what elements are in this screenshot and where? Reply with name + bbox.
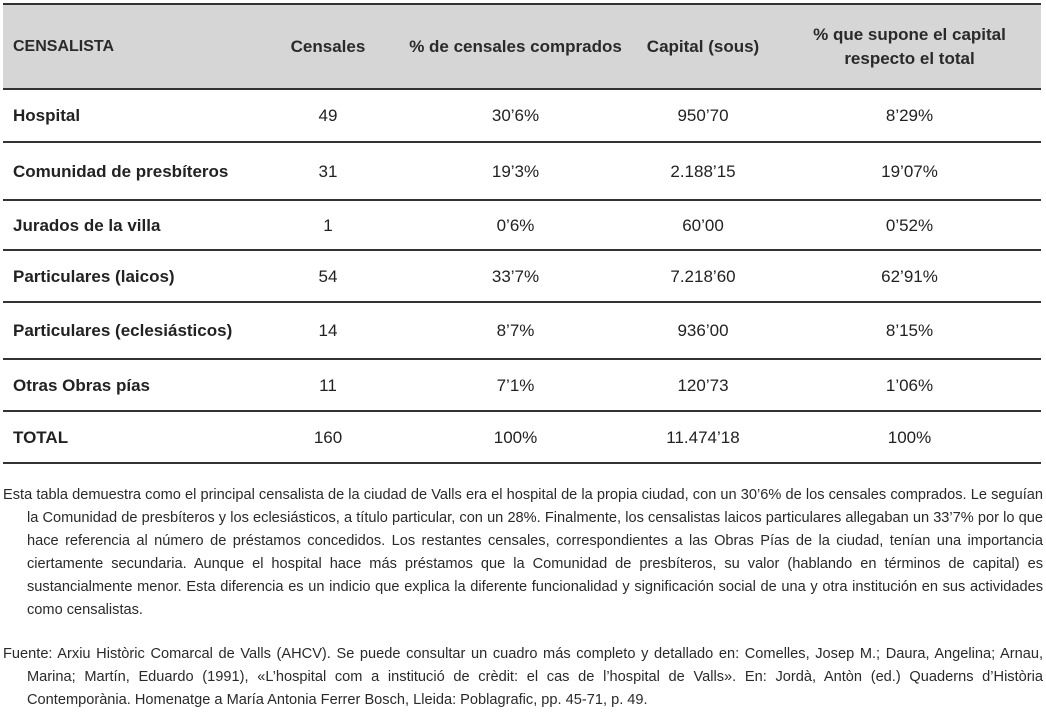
row-label-total: TOTAL — [3, 411, 253, 463]
cell-capital: 2.188’15 — [628, 142, 778, 200]
cell-pct-capital: 0’52% — [778, 200, 1041, 250]
header-censalista: CENSALISTA — [3, 4, 253, 89]
cell-censales: 54 — [253, 250, 403, 302]
cell-censales: 11 — [253, 359, 403, 411]
row-label: Jurados de la villa — [3, 200, 253, 250]
header-capital: Capital (sous) — [628, 4, 778, 89]
cell-capital: 936’00 — [628, 302, 778, 359]
row-label: Comunidad de presbíteros — [3, 142, 253, 200]
table-body — [3, 89, 1041, 463]
table-row — [3, 200, 1041, 250]
cell-capital: 120’73 — [628, 359, 778, 411]
row-label: Hospital — [3, 89, 253, 142]
table-header — [3, 4, 1041, 89]
census-table-container — [3, 3, 1041, 464]
source-text: Fuente: Arxiu Històric Comarcal de Valls (AHCV). Se puede consultar un cuadro más completo y detallado en: Comelles, Josep M.; Daura, Angelina; Arnau, Marina; Martín, Eduardo (1991), «L’hospital com a institució de crèdit: el cas de l’hospital de Valls». En: Jordà, Antòn (ed.) Quaderns d’Història Contemporània. Homenatge a María Antonia Ferrer Bosch, Lleida: Poblagrafic, pp. 45-71, p. 49. — [3, 646, 1043, 708]
cell-pct-censales: 100% — [403, 411, 628, 463]
table-row — [3, 302, 1041, 359]
cell-censales: 1 — [253, 200, 403, 250]
header-censales: Censales — [253, 4, 403, 89]
cell-censales: 14 — [253, 302, 403, 359]
cell-pct-capital: 8’29% — [778, 89, 1041, 142]
table-source — [3, 643, 1043, 712]
cell-pct-censales: 7’1% — [403, 359, 628, 411]
table-row — [3, 89, 1041, 142]
cell-censales: 49 — [253, 89, 403, 142]
table-description — [3, 484, 1043, 622]
row-label: Particulares (eclesiásticos) — [3, 302, 253, 359]
table-row — [3, 250, 1041, 302]
header-pct-censales: % de censales comprados — [403, 4, 628, 89]
header-pct-capital: % que supone el capital respecto el total — [778, 4, 1041, 89]
table-row — [3, 359, 1041, 411]
cell-capital: 950’70 — [628, 89, 778, 142]
cell-pct-capital: 100% — [778, 411, 1041, 463]
cell-capital: 11.474’18 — [628, 411, 778, 463]
cell-pct-capital: 19’07% — [778, 142, 1041, 200]
table-row — [3, 142, 1041, 200]
cell-capital: 60’00 — [628, 200, 778, 250]
table-row-total — [3, 411, 1041, 463]
cell-pct-censales: 30’6% — [403, 89, 628, 142]
cell-pct-censales: 8’7% — [403, 302, 628, 359]
cell-pct-censales: 0’6% — [403, 200, 628, 250]
cell-censales: 160 — [253, 411, 403, 463]
row-label: Otras Obras pías — [3, 359, 253, 411]
census-table — [3, 3, 1041, 464]
cell-capital: 7.218’60 — [628, 250, 778, 302]
description-text: Esta tabla demuestra como el principal censalista de la ciudad de Valls era el hospital de la propia ciudad, con un 30’6% de los censales comprados. Le seguían la Comunidad de presbíteros y los eclesiásticos, a título particular, con un 28%. Finalmente, los censalistas laicos particulares allegaban un 33’7% por lo que hace referencia al número de préstamos concedidos. Los restantes censales, correspondientes a las Obras Pías de la ciudad, tenían una importancia ciertamente secundaria. Aunque el hospital hace más préstamos que la Comunidad de presbíteros, su valor (hablando en términos de capital) es sustancialmente menor. Esta diferencia es un indicio que explica la diferente funcionalidad y significación social de una y otra institución en sus actividades como censalistas. — [3, 487, 1043, 618]
cell-pct-capital: 1’06% — [778, 359, 1041, 411]
cell-pct-censales: 33’7% — [403, 250, 628, 302]
header-row — [3, 4, 1041, 89]
cell-pct-capital: 62’91% — [778, 250, 1041, 302]
cell-pct-censales: 19’3% — [403, 142, 628, 200]
cell-censales: 31 — [253, 142, 403, 200]
row-label: Particulares (laicos) — [3, 250, 253, 302]
cell-pct-capital: 8’15% — [778, 302, 1041, 359]
